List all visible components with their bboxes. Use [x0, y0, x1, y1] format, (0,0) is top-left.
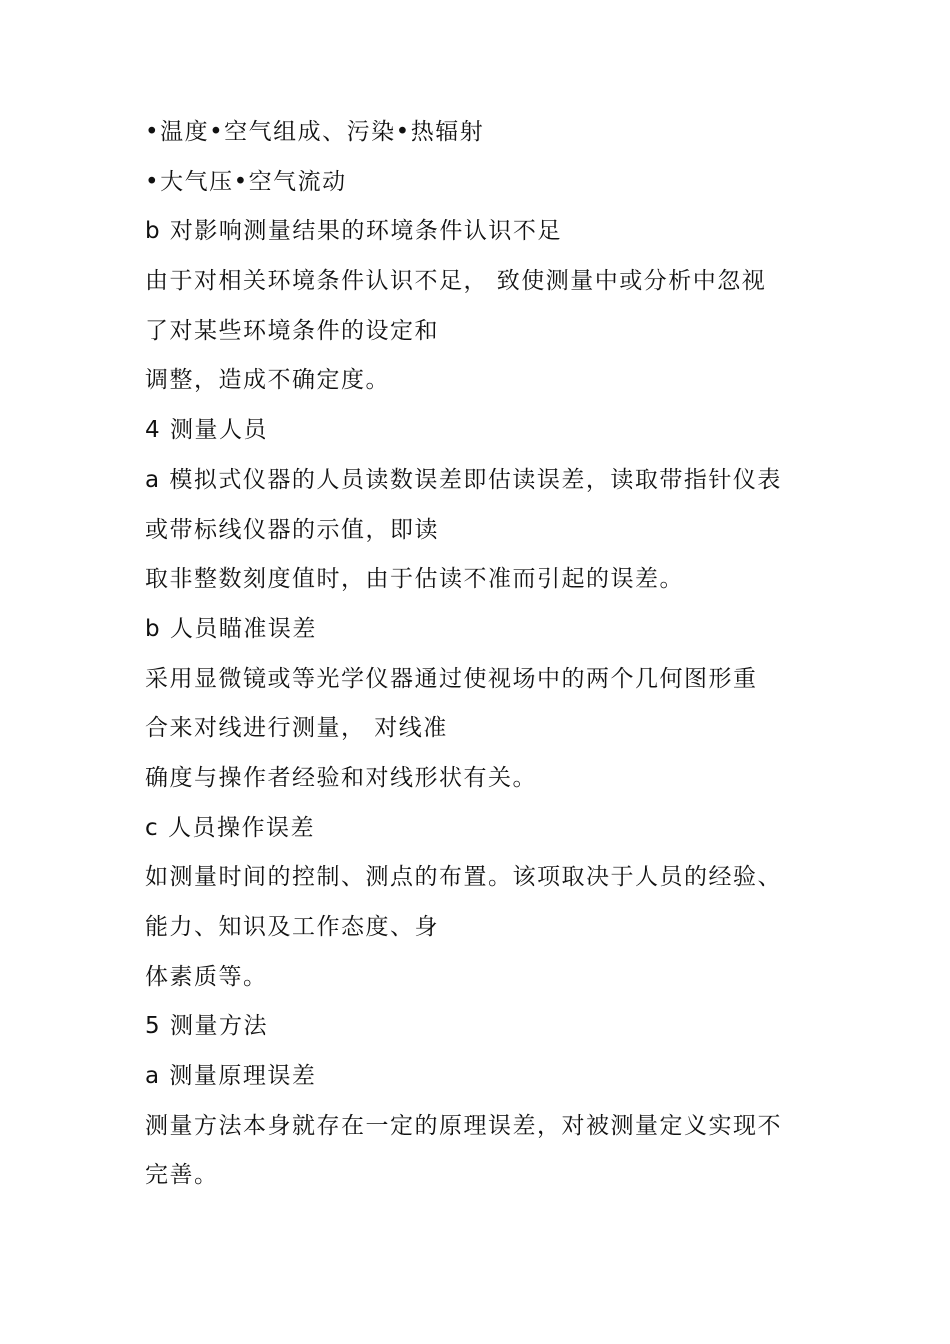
subheading-aiming-error: b 人员瞄准误差 — [145, 615, 317, 642]
subheading-principle-error: a 测量原理误差 — [145, 1063, 317, 1090]
paragraph-line: 调整，造成不确定度。 — [145, 367, 390, 394]
paragraph-line: 了对某些环境条件的设定和 — [145, 317, 439, 344]
paragraph-line: 取非整数刻度值时，由于估读不准而引起的误差。 — [145, 566, 684, 593]
paragraph-line: 采用显微镜或等光学仪器通过使视场中的两个几何图形重 — [145, 665, 758, 692]
paragraph-line: 能力、知识及工作态度、身 — [145, 914, 439, 940]
paragraph-line: 完善。 — [145, 1162, 219, 1189]
subheading-reading-error: a 模拟式仪器的人员读数误差即估读误差，读取带指针仪表 — [145, 466, 782, 493]
text-line-bullets-1: •温度•空气组成、污染•热辐射 — [145, 119, 485, 145]
paragraph-line: 或带标线仪器的示值，即读 — [145, 516, 439, 543]
section-heading-personnel: 4 测量人员 — [145, 417, 268, 444]
paragraph-line: 合来对线进行测量， 对线准 — [145, 715, 448, 742]
subheading-operation-error: c 人员操作误差 — [145, 814, 315, 841]
section-heading-method: 5 测量方法 — [145, 1013, 268, 1040]
paragraph-line: 如测量时间的控制、测点的布置。该项取决于人员的经验、 — [145, 864, 782, 891]
text-line-bullets-2: •大气压•空气流动 — [145, 168, 347, 195]
paragraph-line: 由于对相关环境条件认识不足， 致使测量中或分析中忽视 — [145, 268, 767, 295]
document-body — [145, 108, 825, 1201]
paragraph-line: 体素质等。 — [145, 963, 268, 990]
subheading-environment: b 对影响测量结果的环境条件认识不足 — [145, 218, 562, 245]
paragraph-line: 确度与操作者经验和对线形状有关。 — [145, 764, 537, 791]
paragraph-line: 测量方法本身就存在一定的原理误差，对被测量定义实现不 — [145, 1112, 782, 1139]
